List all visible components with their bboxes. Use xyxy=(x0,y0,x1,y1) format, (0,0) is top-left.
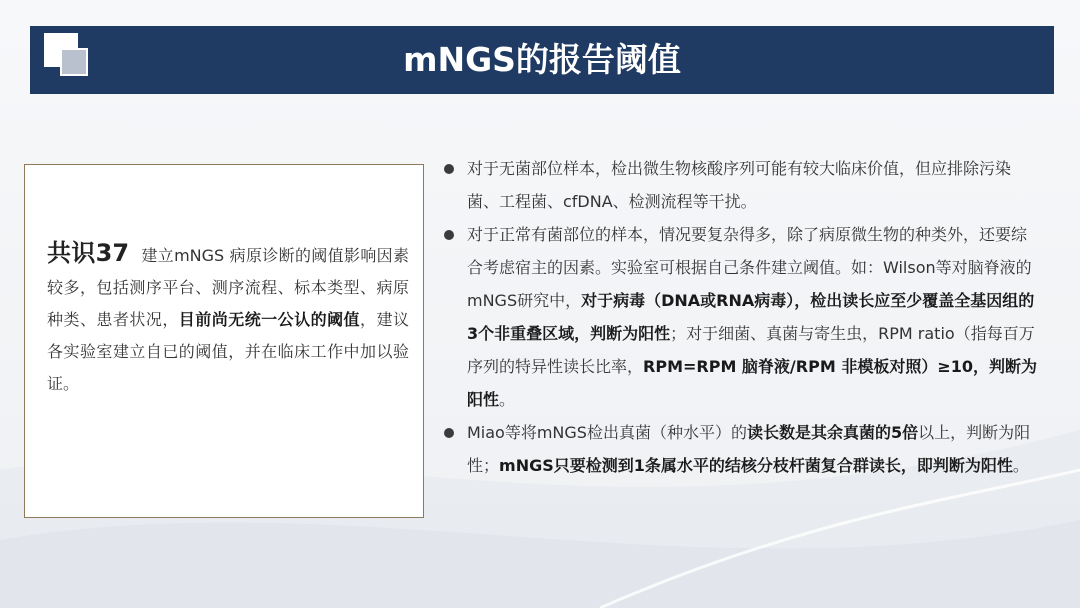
bullet-dot-icon xyxy=(444,164,454,174)
consensus-text xyxy=(47,237,409,400)
consensus-highlight: 目前尚无统一公认的阈值 xyxy=(178,310,361,329)
consensus-text-part: 建立mNGS 病原诊断的阈值影响因素较多，包括测序平台、测序流程、标本类型、病原种类、患者状况， xyxy=(47,246,409,329)
bullet-highlight: mNGS只要检测到1条属水平的结核分枝杆菌复合群读长，即判断为阳性 xyxy=(499,456,1013,475)
bullet-item-fungi-tb xyxy=(440,416,1040,482)
bullet-text: ；对于细菌、真菌与寄生虫，RPM ratio（指每百万序列的特异性读长比率， xyxy=(467,324,1035,376)
bullet-text: 对于无菌部位样本，检出微生物核酸序列可能有较大临床价值，但应排除污染菌、工程菌、cfDNA、检测流程等干扰。 xyxy=(467,159,1012,211)
bullet-text: Miao等将mNGS检出真菌（种水平）的 xyxy=(467,423,747,442)
bullet-highlight: 读长数是其余真菌的5倍 xyxy=(746,423,919,442)
bullet-dot-icon xyxy=(444,428,454,438)
bullet-highlight: 对于病毒（DNA或RNA病毒），检出读长应至少覆盖全基因组的3个非重叠区域，判断为阳性 xyxy=(467,291,1035,343)
bullet-text: 以上，判断为阳性； xyxy=(467,423,1031,475)
title-bar xyxy=(30,26,1054,94)
bullet-list xyxy=(440,152,1040,482)
consensus-box xyxy=(24,164,424,518)
consensus-text-part: ，建议各实验室建立自已的阈值，并在临床工作中加以验证。 xyxy=(47,310,409,393)
bullet-highlight: RPM=RPM 脑脊液/RPM 非模板对照）≥10，判断为阳性 xyxy=(467,357,1037,409)
bullet-text: 。 xyxy=(499,390,516,409)
title-decoration-square-overlay xyxy=(60,48,88,76)
bullet-text: 。 xyxy=(1012,456,1029,475)
bullet-item-nonsterile-site xyxy=(440,218,1040,416)
page-title: mNGS的报告阈值 xyxy=(403,40,681,79)
bullet-dot-icon xyxy=(444,230,454,240)
bullet-item-sterile-site xyxy=(440,152,1040,218)
consensus-label: 共识37 xyxy=(47,239,130,267)
bullet-text: 对于正常有菌部位的样本，情况要复杂得多，除了病原微生物的种类外，还要综合考虑宿主的因素。实验室可根据自己条件建立阈值。如：Wilson等对脑脊液的mNGS研究中， xyxy=(467,225,1032,310)
